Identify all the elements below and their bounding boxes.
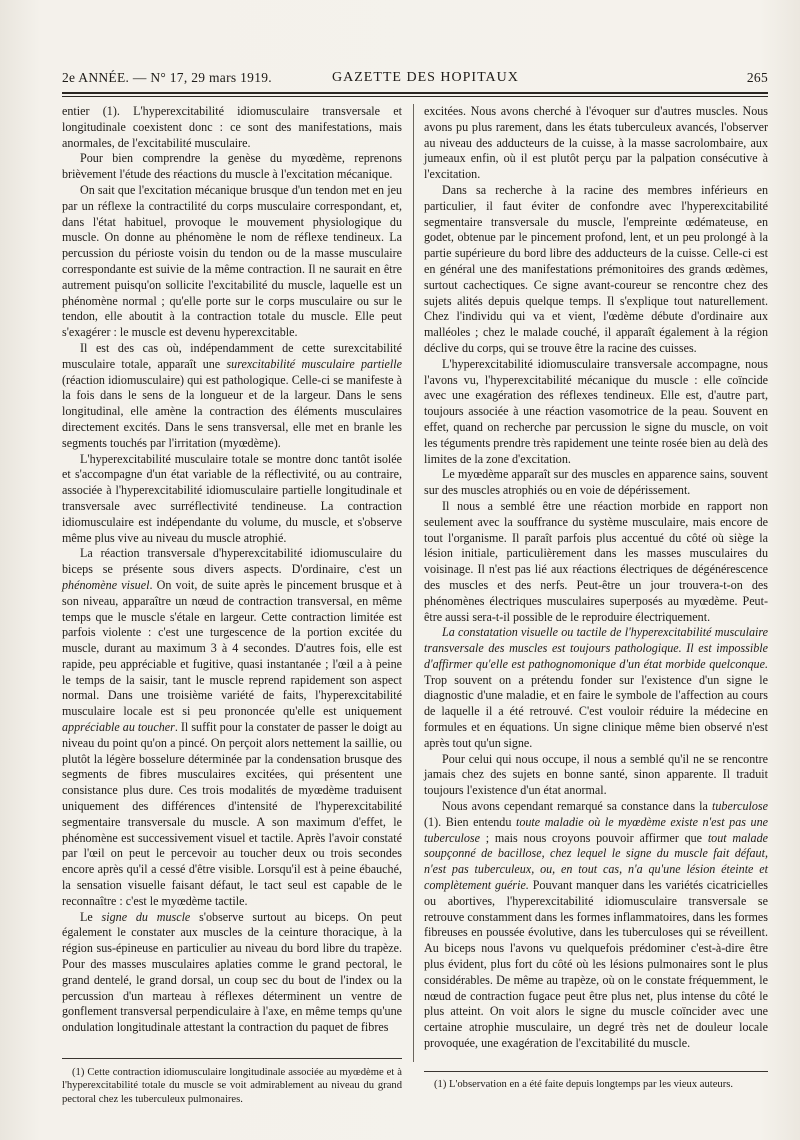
issue-info: 2e ANNÉE. — N° 17, 29 mars 1919. xyxy=(62,70,272,85)
paragraph: On sait que l'excitation mécanique brusque d'un tendon met en jeu par un réflexe la contractilité du corps musculaire correspondant, et, dans l'état habituel, provoque le mouvement physiologique du muscle. On donne au phénomène le nom de réflexe tendineux. La percussion du périoste voisin du tendon ou de la masse musculaire correspondante est suivie de la même contraction. Il ne saurait en être autrement puisqu'on sollicite l'excitabilité du muscle, laquelle est un phénomène normal ; qu'elle porte sur le corps musculaire ou sur le tendon, elle aboutit à la contraction totale du muscle. Elle peut s'exagérer : le muscle est devenu hyperexcitable. xyxy=(62,182,402,340)
left-column xyxy=(62,104,402,1036)
header-rule-thin xyxy=(62,96,768,97)
paragraph: La constatation visuelle ou tactile de l'hyperexcitabilité musculaire transversale des muscles est toujours pathologique. Il est impossible d'affirmer qu'elle est pathognomonique d'un état morbide quelconque. Trop souvent on a prétendu fonder sur l'existence d'un signe le diagnostic d'une maladie, et en faire le symbole de l'affection au cours de laquelle il a été retrouvé. C'est vouloir réduire la médecine en formules et en équations. Un signe clinique même bien observé n'est après tout qu'un signe. xyxy=(424,625,768,750)
page-number: 265 xyxy=(746,70,768,85)
footnote-rule xyxy=(424,1071,768,1072)
header-rule-thick xyxy=(62,92,768,94)
paragraph: Nous avons cependant remarqué sa constance dans la tuberculose (1). Bien entendu toute maladie où le myœdème existe n'est pas une tuberculose ; mais nous croyons pouvoir affirmer que tout malade soupçonné de bacillose, chez lequel le signe du muscle fait défaut, n'est pas tuberculeux, ou, en tout cas, n'a qu'une lésion éteinte et complètement guérie. Pouvant manquer dans les variétés cicatricielles ou abortives, l'hyperexcitabilité idiomusculaire transversale se retrouve constamment dans les formes inflammatoires, dans les formes fibreuses en poussée évolutive, dans les tuberculoses qui se réveillent. Au biceps nous l'avons vu quelquefois prédominer c'est-à-dire être plus évident, plus fort du côté où les lésions pulmonaires sont le plus considérables. De même au trapèze, où on le constate fréquemment, le nœud de contraction fugace peut être plus net, plus intense du côté le plus atteint. On voit alors le signe du muscle coïncider avec une certaine atrophie musculaire, un degré très net de douleur locale provoquée, une exagération de l'excitabilité du muscle. xyxy=(424,799,768,1051)
paragraph: La réaction transversale d'hyperexcitabilité idiomusculaire du biceps se présente sous divers aspects. D'ordinaire, c'est un phénomène visuel. On voit, de suite après le pincement brusque et à son niveau, apparaître un nœud de contraction transversal, en même temps que le muscle s'étale en largeur. Cette contraction limitée est parfois violente : c'est une turgescence de la portion excitée du muscle, durant au maximum 3 à 4 secondes. D'autres fois, elle est rapide, peu appréciable et fugitive, quasi instantanée ; l'œil a à peine le temps de la saisir, tant le muscle reprend rapidement son aspect normal. Dans une troisième variété de faits, l'hyperexcitabilité musculaire locale est si peu prononcée qu'elle est uniquement appréciable au toucher. Il suffit pour la constater de passer le doigt au niveau du point qu'on a pincé. On perçoit alors nettement la saillie, ou plutôt la légère bosselure déterminée par la condensation brusque des segments de fibres musculaires excitées, qui présentent une consistance plus dure. Ces trois modalités de myœdème traduisent uniquement des différences d'intensité de l'hyperexcitabilité segmentaire transversale du muscle. A son maximum d'effet, le phénomène est successivement visuel et tactile. Après l'avoir constaté par l'œil on peut le percevoir au toucher deux ou trois secondes encore après qu'il a cessé d'être visible. Lorsqu'il est à peine ébauché, la sensation visuelle faisant défaut, le tact seul est capable de le reconnaître : c'est le myœdème tactile. xyxy=(62,546,403,908)
paragraph: Le myœdème apparaît sur des muscles en apparence sains, souvent sur des muscles atrophiés ou en voie de dépérissement. xyxy=(424,467,768,498)
paragraph: Il est des cas où, indépendamment de cette surexcitabilité musculaire totale, apparaît une surexcitabilité musculaire partielle (réaction idiomusculaire) qui est pathologique. Celle-ci se manifeste à la fois dans le sens de la longueur et de la largeur. Dans le sens longitudinal, elle amène la contraction des éléments musculaires directement excités. Dans le sens transversal, elle met en branle les segments touchés par l'irritation (myœdème). xyxy=(62,340,402,450)
page-header xyxy=(62,70,768,92)
paragraph: Il nous a semblé être une réaction morbide en rapport non seulement avec la souffrance du système musculaire, mais encore de tout l'organisme. Il paraît parfois plus accentué du côté où siège la lésion initiale, particulièrement dans les masses musculaires du voisinage. Il n'est pas lié aux réactions électriques de dégénérescence des muscles et des nerfs. Peut-être un jour trouvera-t-on des phénomènes électriques musculaires superposés au myœdème. Peut-être aussi sera-t-il possible de le reproduire électriquement. xyxy=(424,498,768,624)
column-divider xyxy=(413,104,414,1062)
paragraph: excitées. Nous avons cherché à l'évoquer sur d'autres muscles. Nous avons pu plus rarement, dans les états tuberculeux avancés, l'observer au niveau des adducteurs de la cuisse, à la masse sacrolombaire, aux jumeaux enfin, où il est plutôt perçu par la palpation consécutive à l'excitation. xyxy=(424,104,768,182)
footnote-left xyxy=(62,1066,402,1106)
footnote-text: (1) Cette contraction idiomusculaire longitudinale associée au myœdème et à l'hyperexcitabilité totale du muscle se voit admirablement au niveau du grand pectoral chez les tuberculeux pulmonaires. xyxy=(62,1067,402,1105)
paragraph: Dans sa recherche à la racine des membres inférieurs en particulier, il faut éviter de confondre avec l'hyperexcitabilité segmentaire transversale du muscle, l'empreinte œdémateuse, en godet, obtenue par le pincement profond, lent, et un peu prolongé à la partie supérieure du bord libre des adducteurs de la cuisse. Celle-ci est en général une des manifestations prémonitoires des grands œdèmes, surtout cachectiques. Ce signe avant-coureur se rencontre chez des sujets alités depuis quelque temps. Il s'explique tout naturellement. Chez l'individu qui va et vient, l'œdème débute d'ordinaire aux malléoles ; chez le malade couché, il apparaît également à la région déclive du corps, qui se trouve être la racine des cuisses. xyxy=(424,182,768,355)
paragraph: Le signe du muscle s'observe surtout au biceps. On peut également le constater aux muscles de la ceinture thoracique, à la région sus-épineuse en particulier au niveau du bord libre du trapèze. Pour des masses musculaires aplaties comme le grand pectoral, le grand dentelé, le grand dorsal, un coup sec du bout de l'index ou la percussion d'un marteau à réflexes déterminent un ventre de gonflement transversal perpendiculaire à l'axe, en même temps qu'une ondulation longitudinale attestant la contraction du paquet de fibres xyxy=(62,909,402,1035)
footnote-right xyxy=(424,1078,768,1091)
journal-title: GAZETTE DES HOPITAUX xyxy=(332,70,519,85)
right-column xyxy=(424,104,768,1052)
paragraph: L'hyperexcitabilité musculaire totale se montre donc tantôt isolée et s'accompagne d'un état variable de la réflectivité, ou au contraire, associée à l'hyperexcitabilité idiomusculaire partielle longitudinale et transversale avec surréflectivité tendineuse. La contraction idiomusculaire est indépendante du volume, du muscle, et s'observe même plus vive au niveau du muscle atrophié. xyxy=(62,451,402,545)
paragraph: L'hyperexcitabilité idiomusculaire transversale accompagne, nous l'avons vu, l'hyperexcitabilité mécanique du muscle : elle coïncide avec une exagération des réflexes tendineux. Elle est, d'autre part, toujours associée à une réaction vasomotrice de la peau. Souvent en effet, quand on recherche par percussion le signe du muscle, on voit les téguments prendre très rapidement une teinte rosée bien au delà des limites de la zone d'excitation. xyxy=(424,356,768,466)
paragraph: Pour celui qui nous occupe, il nous a semblé qu'il ne se rencontre jamais chez des sujets en bonne santé, sinon apparente. Il traduit toujours l'existence d'un état anormal. xyxy=(424,751,768,798)
footnote-rule xyxy=(62,1058,402,1059)
footnote-text: (1) L'observation en a été faite depuis longtemps par les vieux auteurs. xyxy=(434,1079,734,1090)
paragraph: entier (1). L'hyperexcitabilité idiomusculaire transversale et longitudinale coexistent donc : ce sont des manifestations, mais anormales, de l'excitabilité musculaire. xyxy=(62,104,402,150)
paragraph: Pour bien comprendre la genèse du myœdème, reprenons brièvement l'étude des réactions du muscle à l'excitation mécanique. xyxy=(62,151,402,182)
